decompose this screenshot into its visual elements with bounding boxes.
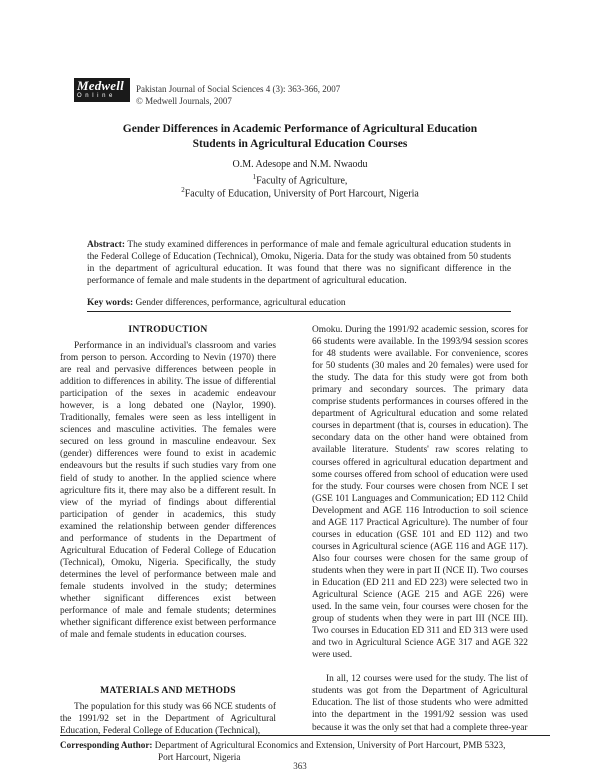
section-heading-introduction: INTRODUCTION bbox=[128, 324, 208, 335]
journal-copyright: © Medwell Journals, 2007 bbox=[136, 96, 232, 106]
paper-authors: O.M. Adesope and N.M. Nwaodu bbox=[232, 159, 368, 170]
corresponding-address-line-1: Department of Agricultural Economics and Extension, University of Port Harcourt, PMB 5323, bbox=[154, 740, 506, 750]
logo-subtext: Online bbox=[77, 93, 116, 99]
introduction-body bbox=[60, 340, 276, 641]
affiliation-text: Faculty of Agriculture, bbox=[256, 175, 348, 187]
keywords-text: Gender differences, performance, agricultural education bbox=[135, 298, 346, 308]
affiliation-marker: 2 bbox=[181, 186, 185, 194]
affiliation-2 bbox=[60, 184, 540, 200]
abstract-label: Abstract: bbox=[87, 240, 126, 250]
abstract-divider bbox=[87, 311, 511, 312]
abstract bbox=[87, 239, 511, 287]
methods-courses-paragraph: In all, 12 courses were used for the study. The list of students was got from the Department of Agricultural Education. The list of those students who were admitted into the department in the 1991/92 session was used because it was the only set that had a complete three-year bbox=[312, 674, 528, 733]
journal-citation: Pakistan Journal of Social Sciences 4 (3): 363-366, 2007 bbox=[136, 84, 341, 94]
corresponding-address-line-2: Port Harcourt, Nigeria bbox=[158, 752, 241, 762]
methods-continued-paragraph: Omoku. During the 1991/92 academic session, scores for 66 students were available. In the 1993/94 session scores for 48 students were available. For convenience, scores for 50 students (30 males and 20 females) were used for the study. The data for this study were got from both primary and secondary sources. The primary data comprise students performances in courses offered in the department of Agricultural education and some related courses in department (that is, courses in education). The secondary data on the other hand were obtained from available literature. Students' raw scores relating to courses offered in agricultural education department and some courses offered from school of education were used for the study. Four courses were chosen from NCE I set (GSE 101 Languages and Communication; ED 112 Child Development and AGE 116 Introduction to soil science and AGE 117 Practical Agriculture). The number of four courses in education (GSE 101 and ED 112) and two courses in Agricultural science (AGE 116 and AGE 117). Also four courses were chosen for the same group of students when they were in part II (NCE II). Two courses in Education (ED 211 and ED 223) were selected two in Agricultural Science (AGE 215 and AGE 226) were used. In the same vein, four courses were chosen for the group of students when they were in part III (NCE III). Two courses in Education ED 311 and ED 313 were used and two in Agricultural Science AGE 317 and AGE 322 were used. bbox=[312, 325, 528, 661]
footer-divider bbox=[60, 735, 550, 736]
keywords bbox=[87, 297, 511, 309]
affiliation-marker: 1 bbox=[252, 173, 257, 181]
methods-paragraph: The population for this study was 66 NCE students of the 1991/92 set in the Department of Agricultural Education, Federal College of Education (Technical), bbox=[60, 702, 276, 737]
paper-title-line-2: Students in Agricultural Education Courses bbox=[192, 138, 408, 150]
logo-text: Medwell bbox=[77, 78, 124, 93]
methods-body bbox=[60, 701, 276, 737]
affiliation-text: Faculty of Education, University of Port Harcourt, Nigeria bbox=[184, 188, 419, 200]
corresponding-author bbox=[60, 739, 550, 763]
methods-continued-body bbox=[312, 324, 528, 734]
keywords-label: Key words: bbox=[87, 298, 134, 308]
introduction-paragraph: Performance in an individual's classroom and varies from person to person. According to Nevin (1970) there are real and pervasive differences between people in addition to differences in ability. The issue of differential participation of the sexes in academic endeavour however, is a long debated one (Naylor, 1990). Traditionally, females were seen as less intelligent in sciences and masculine activities. The females were secured on less ground in masculine endeavour. Sex (gender) differences were found to exist in academic endeavours but the results if such studies vary from one field of study to another. In the applied science where agriculture fits it, there may also be a different result. In view of the myriad of findings about differential participation of gender in academics, this study examined the relationship between gender differences and performance of students in the Department of Agricultural Education of Federal College of Education (Technical), Omoku, Nigeria. Specifically, the study determines the level of performance between male and female students involved in the study; determines whether significant differences exist between performance of male and female students; determines whether significant difference exist between performance of male and female students in education courses. bbox=[60, 341, 276, 641]
paper-title-line-1: Gender Differences in Academic Performance of Agricultural Education bbox=[122, 123, 478, 135]
abstract-text: The study examined differences in performance of male and female agricultural education students in the Federal College of Education (Technical), Omoku, Nigeria. Data for the study was obtained from 50 students in the department of agricultural education. It was found that there was no significant difference in the performance of female and male students in the department of agricultural education. bbox=[87, 240, 511, 286]
corresponding-label: Corresponding Author: bbox=[60, 740, 153, 750]
page-number: 363 bbox=[293, 761, 307, 771]
section-heading-methods: MATERIALS AND METHODS bbox=[100, 685, 236, 696]
publisher-logo bbox=[74, 78, 130, 102]
